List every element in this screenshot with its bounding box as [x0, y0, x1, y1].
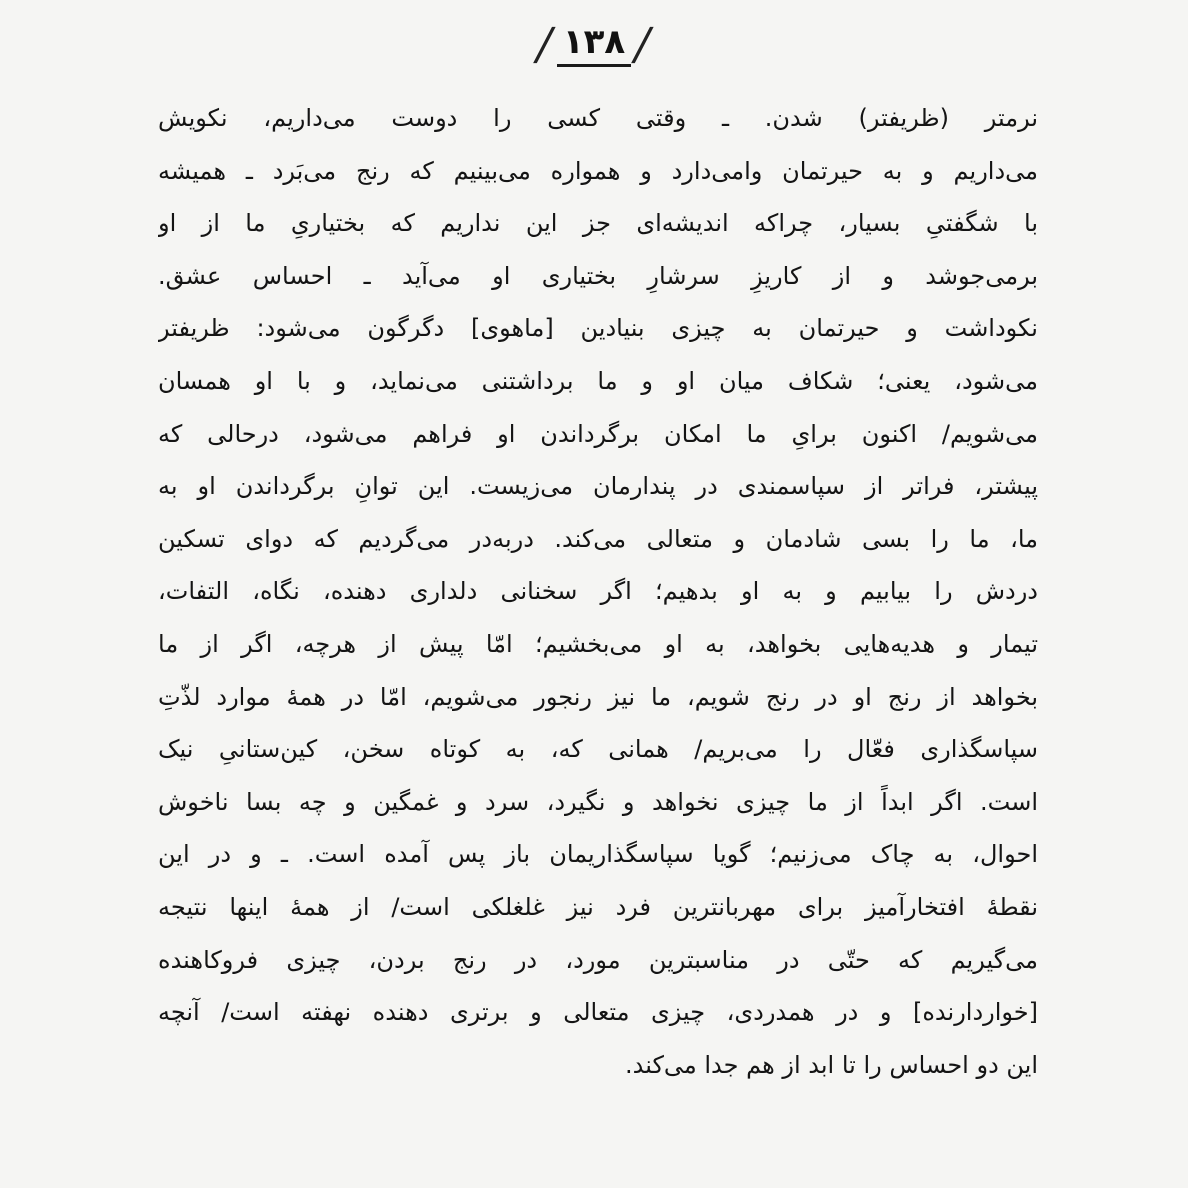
- text-line: نقطهٔ افتخارآمیز برای مهربانترین فرد نیز غلغلکی است/ از همهٔ اینها نتیجه: [158, 892, 1038, 921]
- text-line: می‌شود، یعنی؛ شکاف میان او و ما برداشتنی می‌نماید، و با او همسان: [158, 366, 1038, 395]
- text-line-last: این دو احساس را تا ابد از هم جدا می‌کند.: [624, 1050, 1038, 1079]
- page-number-value: ۱۳۸: [557, 22, 631, 67]
- text-line: ما، ما را بسی شادمان و متعالی می‌کند. دربه‌در می‌گردیم که دوای تسکین: [158, 524, 1038, 553]
- text-line: می‌شویم/ اکنون برایِ ما امکان برگرداندن او فراهم می‌شود، درحالی که: [158, 419, 1038, 448]
- text-line: می‌گیریم که حتّی در مناسبترین مورد، در رنج بردن، چیزی فروکاهنده: [158, 945, 1038, 974]
- text-line: نرمتر (ظریفتر) شدن. ـ وقتی کسی را دوست می‌داریم، نکویش: [158, 104, 1038, 132]
- text-line: است. اگر ابداً از ما چیزی نخواهد و نگیرد، سرد و غمگین و چه بسا ناخوش: [158, 787, 1038, 816]
- page-number-right-stroke: /: [531, 18, 559, 70]
- text-line: با شگفتیِ بسیار، چراکه اندیشه‌ای جز این نداریم که بختیاریِ ما از او: [158, 209, 1038, 238]
- text-line: احوال، به چاک می‌زنیم؛ گویا سپاسگذاریمان باز پس آمده است. ـ و در این: [158, 840, 1038, 869]
- text-line: می‌داریم و به حیرتمان وامی‌دارد و همواره می‌بینیم که رنج می‌بَرد ـ همیشه: [158, 156, 1038, 185]
- text-line: سپاسگذاری فعّال را می‌بریم/ همانی که، به کوتاه سخن، کین‌ستانیِ نیک: [158, 735, 1038, 764]
- text-line: برمی‌جوشد و از کاریزِ سرشارِ بختیاری او می‌آید ـ احساس عشق.: [158, 261, 1038, 290]
- text-line: نکوداشت و حیرتمان به چیزی بنیادین [ماهوی] دگرگون می‌شود: ظریفتر: [158, 314, 1038, 343]
- text-line: [خواردارنده] و در همدردی، چیزی متعالی و برتری دهنده نهفته است/ آنچه: [158, 998, 1038, 1027]
- page-number-left-stroke: /: [629, 18, 657, 70]
- text-line: پیشتر، فراتر از سپاسمندی در پندارمان می‌زیست. این توانِ برگرداندن او به: [158, 472, 1038, 501]
- body-text: [158, 96, 1038, 1095]
- text-line: تیمار و هدیه‌هایی بخواهد، به او می‌بخشیم؛ امّا پیش از هرچه، اگر از ما: [158, 629, 1038, 658]
- page-number: [0, 18, 1188, 70]
- text-line: بخواهد از رنج او در رنج شویم، ما نیز رنجور می‌شویم، امّا در همهٔ موارد لذّتِ: [158, 682, 1038, 711]
- text-line: دردش را بیابیم و به او بدهیم؛ اگر سخنانی دلداری دهنده، نگاه، التفات،: [158, 577, 1038, 606]
